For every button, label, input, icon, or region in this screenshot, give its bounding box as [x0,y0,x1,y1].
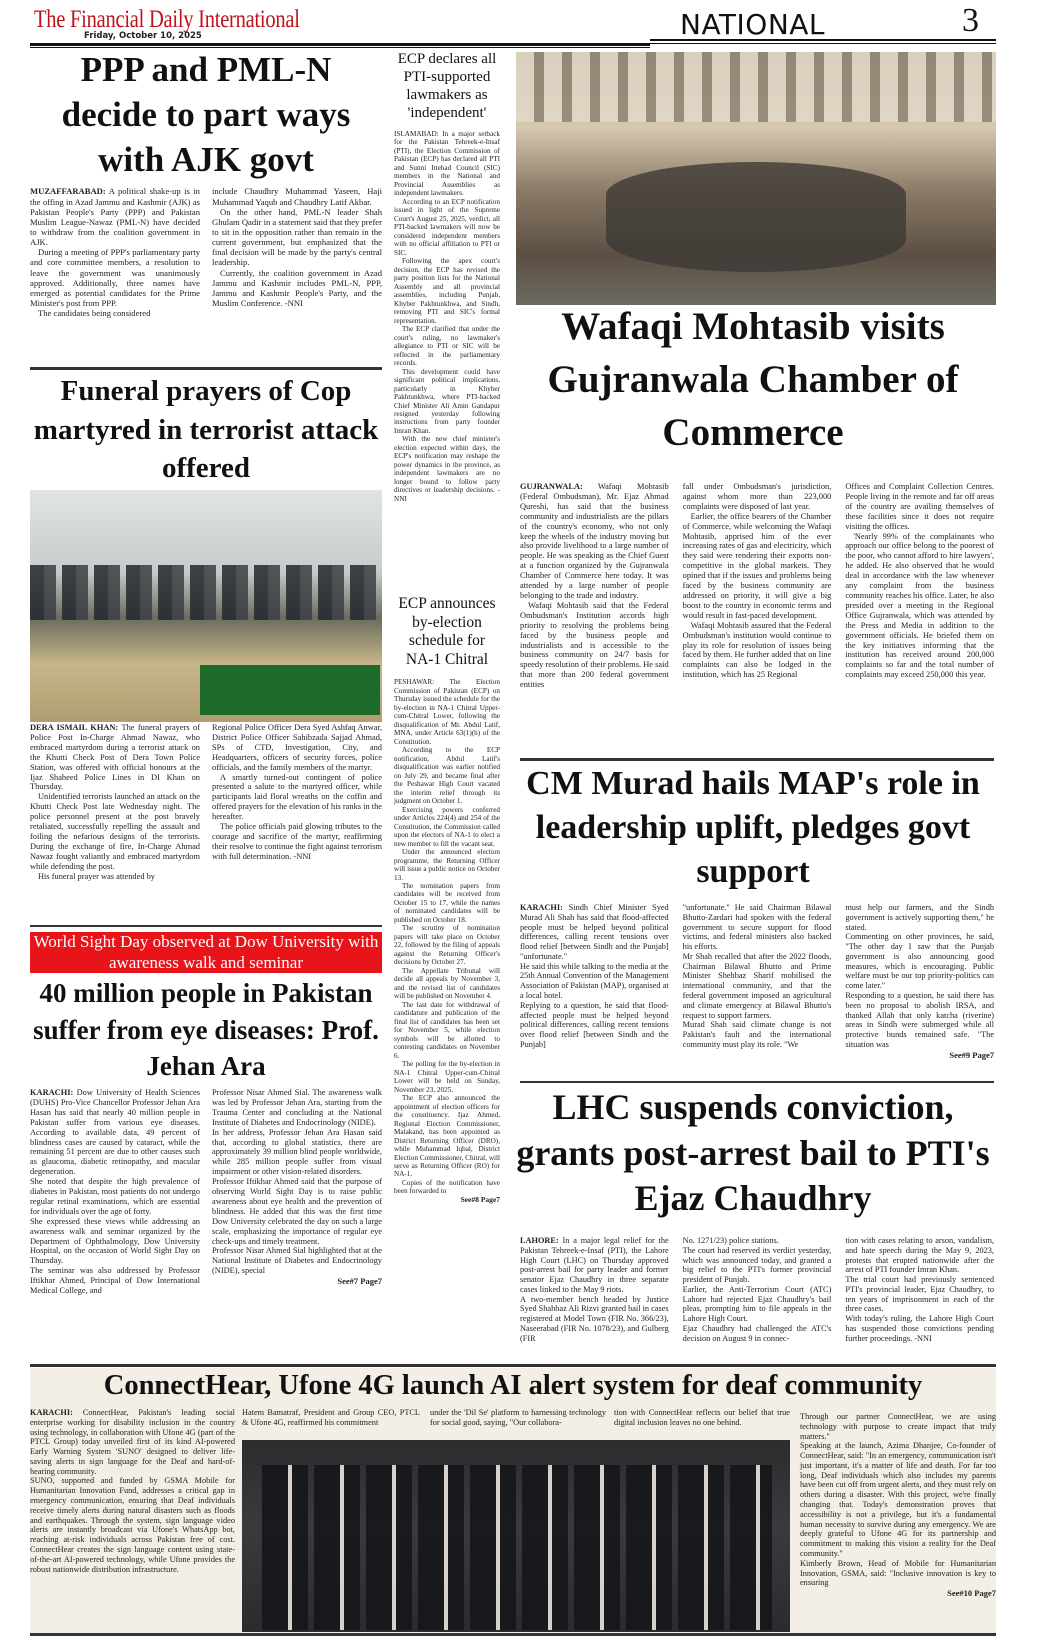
meeting-photo [516,52,996,305]
paragraph: Kimberly Brown, Head of Mobile for Humanitarian Innovation, GSMA, said: "Inclusive innovation is key to ensuring [800,1558,996,1588]
paragraph: The seminar was also addressed by Professor Iftikhar Ahmed, Principal of Dow International Medical College, and [30,1266,200,1296]
dateline: KARACHI: [520,903,563,912]
paragraph: Copies of the notification have been forwarded to [394,1178,500,1196]
paragraph: Wafaqi Mohtasib assured that the Federal Ombudsman's institution would continue to play its role for resolution of issues being faced by them. He further added that on line complaints can also be lodged in the institution, which has 25 Regional [682,620,832,680]
dateline: MUZAFFARABAD: [30,186,106,197]
article-wafaqi-body [520,482,994,690]
article-funeral [30,372,382,488]
article-lhc [508,1085,998,1222]
paragraph: Offices and Complaint Collection Centres. People living in the remote and far off areas of the country are availing themselves of these facilities since it does not require visiting the offices. [845,482,995,531]
paragraph: His funeral prayer was attended by [38,871,155,881]
paragraph: Following the apex court's decision, the ECP has revised the party position lists for the National Assembly and all provincial assemblies, including Punjab, Khyber Pakhtunkhwa, and Sindh, removing PTI and SIC's formal representation. [394,257,500,325]
dateline: LAHORE: [520,1236,559,1245]
paragraph: Responding to a question, he said there has been no proposal to abolish IRSA, and thanked Allah that only katcha (riverine) areas in Sindh were submerged while all protective bunds remained safe. "The situation was [845,991,995,1049]
paragraph: The scrutiny of nomination papers will take place on October 22, followed by the filing of appeals against the Returning Officer's decisions by October 27. [394,924,500,967]
paragraph: Earlier, the office bearers of the Chamber of Commerce, while welcoming the Wafaqi Mohtasib, apprised him of the ever increasing rates of gas and electricity, which they said were rendering their exports non-competitive in the global markets. They opined that if the issues and problems being faced by the business community are addressed on priority, it will give a big boost to the country in economic terms and would result in fast-paced development. [682,511,832,620]
article-sight [30,932,382,1296]
paragraph: Through our partner ConnectHear, we are using technology with purpose to create impact that truly matters." [800,1412,996,1441]
paragraph: Sindh Chief Minister Syed Murad Ali Shah has said that flood-affected people must be helped beyond political differences, calling recent tensions over flood relief [between Sindh and the Punjab] "unfortunate." [520,903,669,961]
article-body-left [30,1408,235,1574]
paragraph: The police officials paid glowing tributes to the courage and sacrifice of the martyr, reaffirming their resolve to continue the fight against terrorism with full determination. -NNI [212,822,383,861]
paragraph: Professor Nisar Ahmed Sial. The awareness walk was led by Professor Jehan Ara, starting from the Trauma Center and concluding at the National Institute of Diabetes and Endocrinology (NIDE). [212,1087,382,1127]
paragraph: A political shake-up is in the offing in Azad Jammu and Kashmir (AJK) as Pakistan People's Party (PPP) and Pakistan Muslim League-Nawaz (PML-N) have decided to withdraw from the coalition government in AJK. [30,186,200,248]
section-rule [650,39,996,44]
paragraph: According to the ECP notification, Abdul Latif's disqualification was earlier notified on July 29, and became final after the Peshawar High Court vacated the interim relief through its judgment on October 1. [394,746,500,806]
paragraph: SUNO, supported and funded by GSMA Mobile for Humanitarian Innovation Fund, addresses a critical gap in emergency communication, ensuring that Deaf individuals receive timely alerts during natural disasters such as floods and earthquakes. Through the system, sign language video alerts are instantly broadcast via Ufone's WhatsApp bot, reaching at-risk individuals across Pakistan free of cost. ConnectHear creates the sign language content using state-of-the-art AI-powered technology, while Ufone provides the robust nationwide distribution infrastructure. [30,1476,235,1574]
paragraph: On the other hand, PML-N leader Shah Ghulam Qadir in a statement said that they prefer to sit in the opposition rather than remain in the current government, but emphasized that the final decision will be made by the party's central leadership. [212,206,382,268]
article-body [394,130,500,503]
divider [520,1081,994,1083]
paragraph: ConnectHear, Pakistan's leading social enterprise working for disability inclusion in the country using technology, in collaboration with Ufone 4G (part of the PTCL Group) today unveiled first of its kind AI-powered Early Warning System 'SUNO' designed to deliver life-saving alerts in sign language for the Deaf and hard-of-hearing community. [30,1408,235,1476]
article-connecthear [30,1368,996,1633]
paragraph: He said this while talking to the media at the 25th Annual Convention of the Management Association of Pakistan (MAP), organised at a local hotel. [520,961,669,1001]
divider [30,1364,996,1367]
headline: ConnectHear, Ufone 4G launch AI alert system for deaf community [103,1370,923,1401]
paragraph: The nomination papers from candidates will be received from October 15 to 17, while the names of nominated candidates will be published on October 18. [394,882,500,924]
see-more-link[interactable]: See#8 Page7 [460,1194,500,1204]
paragraph: include Chaudhry Muhammad Yaseen, Haji Muhammad Yaqub and Chaudhry Latif Akbar. [212,186,382,207]
paragraph: Commenting on other provinces, he said, "The other day I saw that the Punjab government is also announcing good measures, which is encouraging. Public welfare must be our top priority-politics can come later." [845,932,995,991]
article-ecp-byelection [394,595,500,1205]
article-body [30,1088,382,1296]
paragraph: The Appellate Tribunal will decide all appeals by November 3, and the revised list of candidates will be published on November 4. [394,966,500,1001]
article-lhc-body [520,1236,994,1344]
headline: Funeral prayers of Cop martyred in terrorist attack offered [33,375,379,485]
headline: CM Murad hails MAP's role in leadership uplift, pledges govt support [526,765,980,891]
paragraph: Earlier, the Anti-Terrorism Court (ATC) Lahore had rejected Ejaz Chaudhry's bail pleas, prompting him to file appeals in the Lahore High Court. [682,1284,832,1324]
paragraph: Speaking at the launch, Azima Dhanjee, Co-founder of ConnectHear, said: "In an emergency, communication isn't just important, it's a matter of life and death. For far too long, Deaf individuals which also includes my parents have been cut off from urgent alerts, and they must rely on others during a disaster. With this project, we're finally changing that. Today's demonstration proves that accessibility is not a privilege, but it's a fundamental human necessity to survive during any emergency. We are deeply grateful to Ufone 4G for its partnership and commitment to making this vision a reality for the Deaf community." [800,1441,996,1558]
paragraph: The ECP also announced the appointment of election officers for the constituency. Ijaz Ahmed, Regional Election Commissioner, Malakand, has been appointed as District Returning Officer (DRO), while Muhammad Iqbal, District Election Commissioner, Chitral, will serve as Returning Officer (RO) for NA-1. [394,1094,500,1179]
headline: ECP announces by-election schedule for NA-1 Chitral [398,595,496,668]
dateline: GUJRANWALA: [520,482,583,491]
headline-wafaqi: Wafaqi Mohtasib visits Gujranwala Chamber of Commerce [547,305,959,455]
paragraph: fall under Ombudsman's jurisdiction, against whom more than 223,000 complaints were disposed of last year. [682,482,832,511]
paragraph: Professor Nisar Ahmed Sial highlighted that at the National Institute of Diabetes and Endocrinology (NIDE), special [212,1246,382,1276]
paragraph: The trial court had previously sentenced PTI's provincial leader, Ejaz Chaudhry, to ten years of imprisonment in each of the three cases. [845,1275,995,1314]
paragraph: Wafaqi Mohtasib (Federal Ombudsman), Mr. Ejaz Ahmad Qureshi, has said that the business community and industrialists are the pillars of the country's economy, who not only keep the wheels of the industry moving but also provide livelihood to a large number of people. He was speaking as the Chief Guest at a function organized by the Gujranwala Chamber of Commerce here today. It was attended by a large number of people belonging to the trade and industry. [520,482,669,600]
paragraph: With the new chief minister's election expected within days, the ECP's notification may reshape the power dynamics in the province, as independent lawmakers are no longer bound to follow party directives or leadership decisions. -NNI [394,435,500,503]
paragraph: The funeral prayers of Police Post In-Charge Ahmad Nawaz, who embraced martyrdom during a terrorist attack on the Khutti Check Post of Dera Town Police Station, was offered with official honours at the Ijaz Shaheed Police Lines in DI Khan on Thursday. [30,723,200,792]
paragraph: Wafaqi Mohtasib said that the Federal Ombudsman's Institution accords high priority to resolving the problems being faced by the business people and industrialists and is accessible to the business community on 24/7 basis for speedy resolution of their problems. He said that more than 200 federal government entities [520,600,669,690]
divider [520,758,994,761]
paragraph: Mr Shah recalled that after the 2022 floods, Chairman Bilawal Bhutto and Prime Minister Shehbaz Sharif mobilised the international community, and that the federal government imposed an agricultural and climate emergency at Bilawal Bhutto's request to support farmers. [682,951,832,1020]
headline: LHC suspends conviction, grants post-arrest bail to PTI's Ejaz Chaudhry [516,1087,990,1219]
paragraph: The court had reserved its verdict yesterday, which was announced today, and granted a big relief to the PTI's former provincial president of Punjab. [682,1245,832,1285]
paragraph: The candidates being considered [38,308,151,319]
paragraph: 'Nearly 99% of the complainants who approach our office belong to the poorest of the poor, who cannot afford to hire lawyers', he added. He also observed that he would deal in accordance with the law whenever any complaint from the business community reaches his office. Later, he also presided over a meeting in the Regional Office Gujranwala, which was attended by the Press and Media in addition to the government officials. He briefed them on the key initiatives informing that the institution has received around 200,000 complaints so far and the total number of complaints may exceed 250,000 this year. [845,531,995,680]
paragraph: The polling for the by-election in NA-1 Chitral Upper-cum-Chitral Lower will be held on Sunday, November 23, 2025. [394,1060,500,1094]
paragraph: She expressed these views while addressing an awareness walk and seminar organized by the Department of Ophthalmology, Dow University Hospital, on the occasion of World Sight Day on Thursday. [30,1216,200,1266]
dateline: KARACHI: [30,1408,73,1417]
paragraph: The ECP clarified that under the court's ruling, no lawmaker's allegiance to PTI or SIC will be reflected in the parliamentary records. [394,325,500,368]
paragraph: Replying to a question, he said that flood-affected people must be helped beyond political differences, calling recent tensions over flood relief [between Sindh and the Punjab] [520,1000,669,1049]
paragraph: In a major legal relief for the Pakistan Tehreek-e-Insaf (PTI), the Lahore High Court (LHC) on Thursday approved post-arrest bail for party leader and former senator Ejaz Chaudhry in three separate cases linked to the May 9 riots. [520,1236,669,1294]
paragraph: Currently, the coalition government in Azad Jammu and Kashmir includes PML-N, PPP, Jammu and Kashmir People's Party, and the Muslim Conference. -NNI [212,267,382,308]
paragraph: Dow University of Health Sciences (DUHS) Pro-Vice Chancellor Professor Jehan Ara Hasan has said that nearly 40 million people in Pakistan suffer from various eye diseases. According to available data, 49 percent of blindness cases are caused by cataract, while the remaining 51 percent are due to other causes such as glaucoma, diabetic retinopathy, and macular degeneration. [30,1087,200,1177]
see-more-link[interactable]: See#9 Page7 [949,1049,995,1060]
paragraph: According to an ECP notification issued in light of the Supreme Court's August 25, 2025, verdict, all PTI-backed lawmakers will now be considered independent members with no official affiliation to PTI or SIC. [394,197,500,257]
paragraph: Unidentified terrorists launched an attack on the Khutti Check Post late Wednesday night. The police personnel present at the post bravely retaliated, successfully repelling the assault and foiling the nefarious designs of the terrorists. During the exchange of fire, In-Charge Ahmad Nawaz fought valiantly and embraced martyrdom while defending the post. [30,792,200,871]
headline: ECP declares all PTI-supported lawmakers as 'independent' [397,51,497,121]
article-funeral-body [30,723,382,882]
paragraph: This development could have significant political implications, particularly in Khyber Pakhtunkhwa, where PTI-backed Chief Minister Ali Amin Gandapur resigned yesterday following instructions from party founder Imran Khan. [394,367,500,435]
paragraph: Hatem Bamatraf, President and Group CEO, PTCL & Ufone 4G, reaffirmed his commitment [242,1408,420,1427]
article-murad [508,762,998,895]
see-more-link[interactable]: See#10 Page7 [947,1588,996,1599]
paragraph: During a meeting of PPP's parliamentary party and core committee members, a resolution to leave the government was unanimously approved. Additionally, three names have emerged as potential candidates for the Prime Minister's post from PPP. [30,247,200,308]
article-body [394,678,500,1204]
headline: PPP and PML-N decide to part ways with AJK govt [61,50,351,179]
paragraph: tion with ConnectHear reflects our belief that true digital inclusion leaves no one behind. [614,1408,790,1427]
divider [30,1633,996,1636]
headline: 40 million people in Pakistan suffer from eye diseases: Prof. Jehan Ara [33,978,379,1081]
paragraph: PESHAWAR: The Election Commission of Pakistan (ECP) on Thursday issued the schedule for the by-election in NA-1 Chitral Upper-cum-Chitral Lower, following the disqualification of Mr. Abdul Latif, MNA, under Article 63(1)(h) of the Constitution. [394,678,500,746]
page-number: 3 [962,2,979,39]
paragraph: must help our farmers, and the Sindh government is actively supporting them," he stated. [845,903,995,932]
paragraph: With today's ruling, the Lahore High Court has suspended those convictions pending further proceedings. -NNI [845,1314,995,1343]
dateline: DERA ISMAIL KHAN: [30,723,119,732]
article-ecp-independent [394,50,500,503]
section-name: NATIONAL [680,8,826,41]
paragraph: ISLAMABAD: In a major setback for the Pakistan Tehreek-e-Insaf (PTI), the Election Commission of Pakistan (ECP) has declared all PTI and Sunni Ittehad Council (SIC) members in the National and Provincial Assemblies as independent lawmakers. [394,130,500,198]
paragraph: Murad Shah said climate change is not Pakistan's fault and the international community must play its role. "We [682,1020,832,1049]
paragraph: under the 'Dil Se' platform to harnessing technology for social good, saying, "Our collabora- [430,1408,606,1427]
paragraph: In her address, Professor Jehan Ara Hasan said that, according to global statistics, there are approximately 39 million blind people worldwide, while 285 million people suffer from visual impairment or other vision-related disorders. [212,1127,382,1177]
masthead-title: The Financial Daily International [34,6,300,33]
article-murad-body [520,903,994,1060]
dateline: KARACHI: [30,1087,74,1097]
article-body [30,186,382,318]
divider [30,925,382,927]
article-ppp [30,48,382,318]
paragraph: No. 1271/23) police stations. [682,1236,779,1245]
paragraph: tion with cases relating to arson, vandalism, and hate speech during the May 9, 2023, protests that erupted nationwide after the arrest of PTI founder Imran Khan. [845,1236,995,1275]
masthead-date: Friday, October 10, 2025 [84,31,202,41]
funeral-photo [30,490,382,722]
paragraph: She noted that despite the high prevalence of diabetes in Pakistan, most patients do not undergo regular retinal examinations, which are essential for individuals over the age of forty. [30,1177,200,1216]
paragraph: Professor Iftikhar Ahmed said that the purpose of observing World Sight Day is to raise public awareness about eye health and the prevention of blindness. He added that this was the first time Dow University celebrated the day on such a large scale, emphasizing the importance of regular eye check-ups and timely treatment. [212,1177,382,1246]
paragraph: A two-member bench headed by Justice Syed Shahbaz Ali Rizvi granted bail in cases registered at Model Town (FIR No. 366/23), Naseerabad (FIR No. 1078/23), and Gulberg (FIR [520,1294,669,1343]
paragraph: Ejaz Chaudhry had challenged the ATC's decision on August 9 in connec- [682,1324,832,1343]
paragraph: Exercising powers conferred under Articles 224(4) and 254 of the Constitution, the Commission called upon the electors of NA-1 to elect a new member to fill the vacant seat. [394,805,500,848]
article-body-right [800,1412,996,1598]
paragraph: The last date for withdrawal of candidature and publication of the final list of candidates has been set for November 5, while election symbols will be allotted to contesting candidates on November 6. [394,1000,500,1060]
paragraph: "unfortunate." He said Chairman Bilawal Bhutto-Zardari had spoken with the federal government to secure support for flood victims, and federal ministers also backed his efforts. [682,903,832,952]
paragraph: A smartly turned-out contingent of police presented a salute to the martyred officer, while participants laid floral wreaths on the coffin and offered prayers for the elevation of his ranks in the hereafter. [212,772,382,822]
kicker-banner: World Sight Day observed at Dow University with awareness walk and seminar [30,932,382,973]
paragraph: Under the announced election programme, the Returning Officer will issue a public notice on October 13. [394,848,500,882]
launch-photo [242,1440,790,1632]
paragraph: Regional Police Officer Dera Syed Ashfaq Anwar, District Police Officer Sahibzada Sajjad Ahmad, SPs of CTD, Investigation, City, and Headquarters, officers of security forces, police officials, and the family members of the martyr. [212,723,382,772]
see-more-link[interactable]: See#7 Page7 [337,1276,382,1287]
divider [30,367,382,370]
